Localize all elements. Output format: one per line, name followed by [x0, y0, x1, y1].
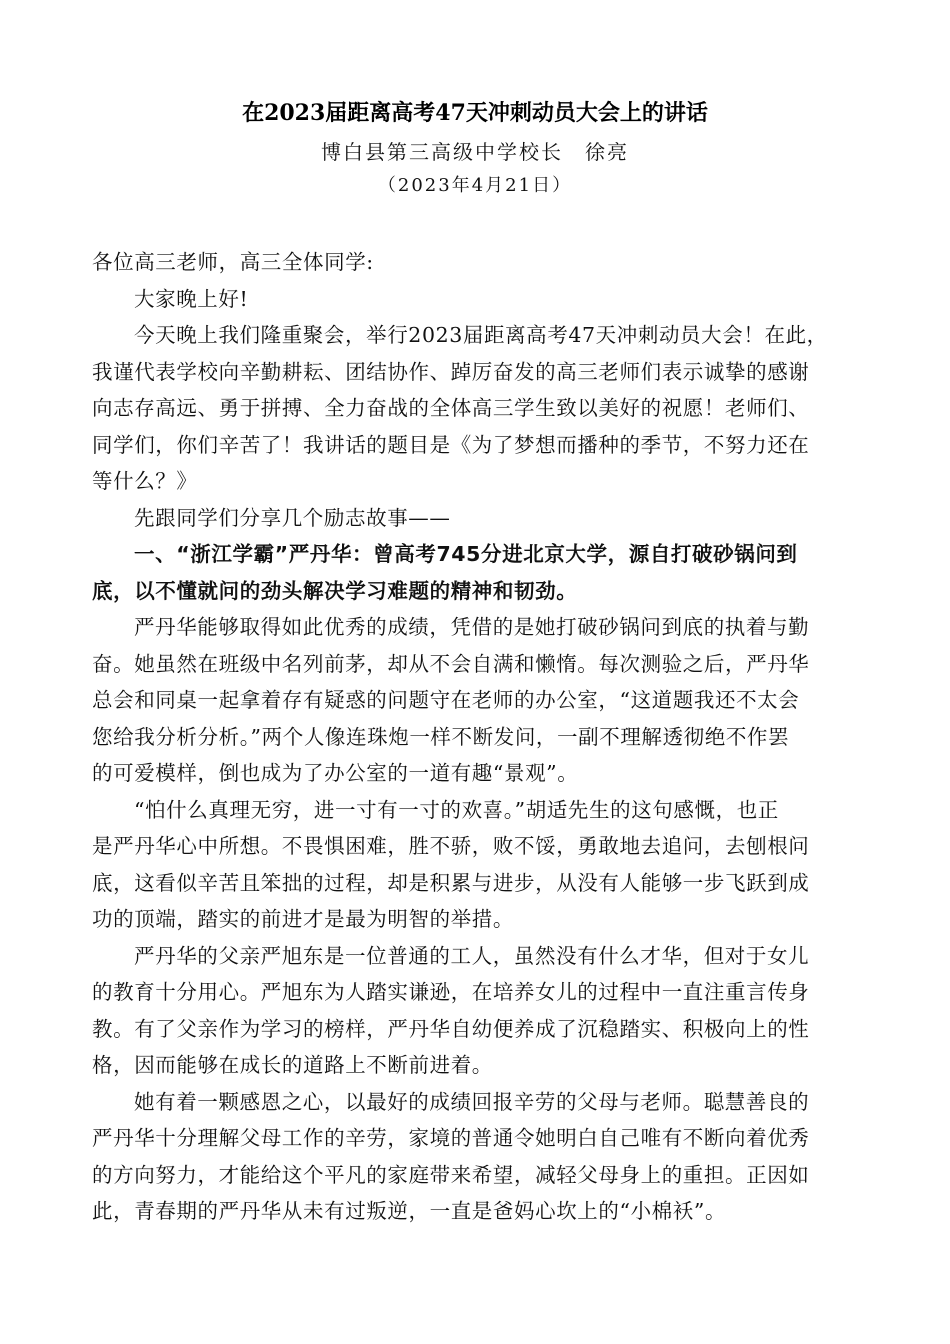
body-text-line: 奋。她虽然在班级中名列前茅，却从不会自满和懒惰。每次测验之后，严丹华 — [92, 651, 810, 676]
body-text-line: 的教育十分用心。严旭东为人踏实谦逊，在培养女儿的过程中一直注重言传身 — [92, 980, 810, 1004]
body-text-line: 教。有了父亲作为学习的榜样，严丹华自幼便养成了沉稳踏实、积极向上的性 — [92, 1016, 810, 1041]
body-text-line: 格，因而能够在成长的道路上不断前进着。 — [92, 1053, 493, 1077]
body-text-line: 她有着一颗感恩之心，以最好的成绩回报辛劳的父母与老师。聪慧善良的 — [134, 1089, 810, 1114]
body-text-line: 严丹华十分理解父母工作的辛劳，家境的普通令她明白自己唯有不断向着优秀 — [92, 1126, 810, 1150]
body-text-line: 各位高三老师，高三全体同学: — [92, 250, 374, 274]
body-text-line: 底，这看似辛苦且笨拙的过程，却是积累与进步，从没有人能够一步飞跃到成 — [92, 870, 810, 895]
body-text-line: 功的顶端，踏实的前进才是最为明智的举措。 — [92, 907, 514, 931]
body-text-line: 我谨代表学校向辛勤耕耘、团结协作、踔厉奋发的高三老师们表示诚挚的感谢 — [92, 359, 810, 384]
body-text-line: 是严丹华心中所想。不畏惧困难，胜不骄，败不馁，勇敢地去追问，去刨根问 — [92, 834, 810, 858]
body-text-line: 严丹华能够取得如此优秀的成绩，凭借的是她打破砂锅问到底的执着与勤 — [134, 615, 810, 639]
body-text-line: 的方向努力，才能给这个平凡的家庭带来希望，减轻父母身上的重担。正因如 — [92, 1162, 810, 1187]
body-text-line: 今天晚上我们隆重聚会，举行2023届距离高考47天冲刺动员大会！在此， — [134, 323, 828, 347]
section-heading-line: 底，以不懂就问的劲头解决学习难题的精神和韧劲。 — [92, 578, 578, 603]
date-line: （2023年4月21日） — [377, 175, 573, 196]
body-text-line: 先跟同学们分享几个励志故事—— — [134, 505, 451, 530]
body-text-line: 此，青春期的严丹华从未有过叛逆，一直是爸妈心坎上的“小棉袄”。 — [92, 1199, 727, 1223]
section-heading-line: 一、“浙江学霸”严丹华：曾高考745分进北京大学，源自打破砂锅问到 — [134, 542, 798, 566]
body-text-line: 同学们，你们辛苦了！我讲话的题目是《为了梦想而播种的季节，不努力还在 — [92, 432, 810, 457]
body-text-line: 的可爱模样，倒也成为了办公室的一道有趣“景观”。 — [92, 761, 579, 785]
author-line: 博白县第三高级中学校长 徐亮 — [321, 140, 629, 164]
body-text-line: 向志存高远、勇于拼搏、全力奋战的全体高三学生致以美好的祝愿！老师们、 — [92, 396, 810, 420]
body-text-line: 您给我分析分析。”两个人像连珠炮一样不断发问，一副不理解透彻绝不作罢 — [92, 724, 790, 749]
body-text-line: 总会和同桌一起拿着存有疑惑的问题守在老师的办公室，“这道题我还不太会 — [92, 688, 800, 712]
speech-body — [92, 244, 872, 1230]
body-text-line: 严丹华的父亲严旭东是一位普通的工人，虽然没有什么才华，但对于女儿 — [134, 943, 810, 968]
body-text-line: “怕什么真理无穷，进一寸有一寸的欢喜。”胡适先生的这句感慨，也正 — [134, 797, 779, 822]
body-text-line: 等什么？》 — [92, 469, 198, 493]
body-text-line: 大家晚上好! — [134, 286, 249, 311]
speech-title: 在2023届距离高考47天冲刺动员大会上的讲话 — [242, 100, 708, 126]
